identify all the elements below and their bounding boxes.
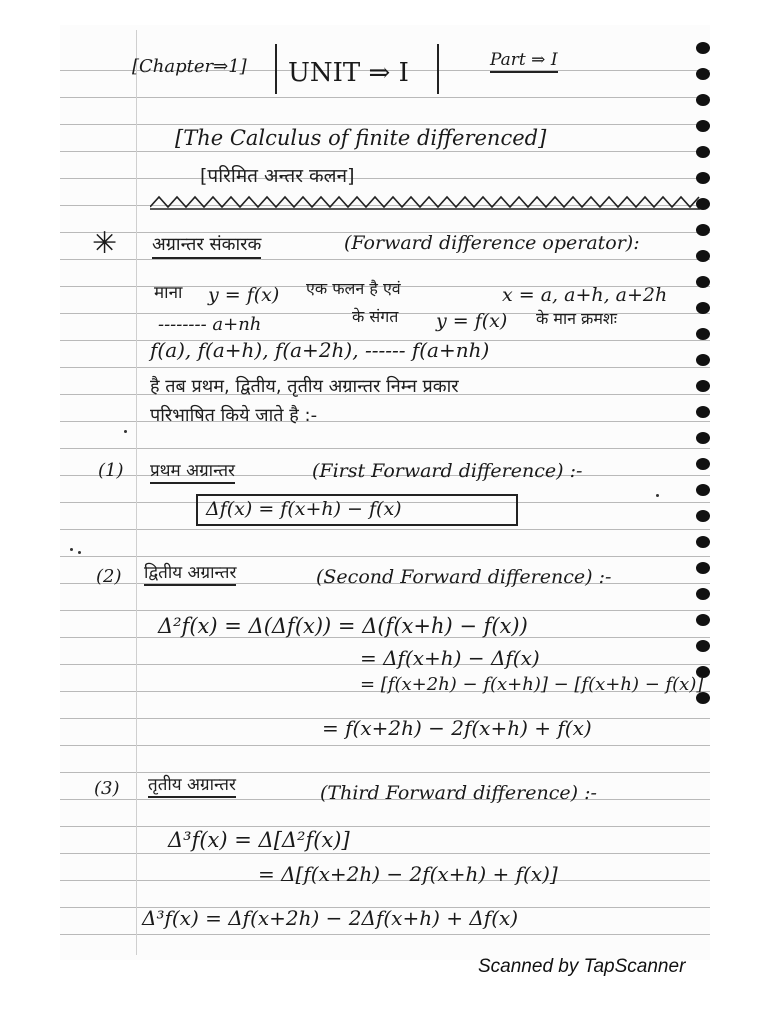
stray-mark [70,548,73,551]
ruled-line [60,610,710,611]
ruled-line [60,178,710,179]
intro-text-2: के संगत [352,307,399,326]
binder-hole [696,640,710,652]
title-english: [The Calculus of finite differenced] [175,126,547,150]
second-heading-english: (Second Forward difference) :- [316,566,612,588]
binder-hole [696,276,710,288]
third-eq-3: Δ³f(x) = Δf(x+2h) − 2Δf(x+h) + Δf(x) [142,906,519,930]
zigzag-divider [150,195,700,211]
binder-hole [696,68,710,80]
ruled-line [60,448,710,449]
intro-line-5: परिभाषित किये जाते है :- [150,405,318,426]
third-eq-1: Δ³f(x) = Δ[Δ²f(x)] [168,828,350,852]
stray-mark [78,551,81,554]
binder-hole [696,588,710,600]
intro-values-1: x = a, a+h, a+2h [502,284,668,306]
ruled-line [60,853,710,854]
first-number: (1) [98,460,124,481]
ruled-line [60,826,710,827]
intro-eq-1: y = f(x) [208,284,280,306]
second-number: (2) [96,566,122,587]
ruled-line [60,367,710,368]
stray-mark [124,430,127,433]
stray-mark [656,494,659,497]
notebook-paper [60,25,710,960]
first-heading-english: (First Forward difference) :- [312,460,583,482]
ruled-line [60,529,710,530]
second-eq-4: = f(x+2h) − 2f(x+h) + f(x) [322,716,592,740]
intro-word-mana: माना [154,283,183,303]
intro-values-2: -------- a+nh [158,314,262,335]
binder-hole [696,432,710,444]
third-eq-2: = Δ[f(x+2h) − 2f(x+h) + f(x)] [258,862,558,886]
ruled-line [60,556,710,557]
ruled-line [60,259,710,260]
intro-sequence: f(a), f(a+h), f(a+2h), ------ f(a+nh) [150,338,490,362]
binder-hole [696,94,710,106]
binder-hole [696,146,710,158]
binder-hole [696,120,710,132]
third-heading-hindi: तृतीय अग्रान्तर [148,772,236,798]
second-eq-1: Δ²f(x) = Δ(Δf(x)) = Δ(f(x+h) − f(x)) [158,614,528,638]
third-number: (3) [94,778,120,799]
scanner-watermark: Scanned by TapScanner [478,956,686,977]
ruled-line [60,745,710,746]
binder-hole [696,510,710,522]
asterisk-icon: ✳ [92,226,118,261]
title-hindi: [परिमित अन्तर कलन] [200,165,355,187]
binder-hole [696,536,710,548]
intro-text-3: के मान क्रमशः [536,309,618,328]
third-heading-english: (Third Forward difference) :- [320,782,597,804]
binder-hole [696,42,710,54]
binder-hole [696,458,710,470]
binder-hole [696,484,710,496]
margin-line [136,30,137,955]
binder-hole [696,380,710,392]
binder-hole [696,172,710,184]
first-heading-hindi: प्रथम अग्रान्तर [150,458,235,484]
forward-operator-english: (Forward difference operator): [344,232,640,254]
ruled-line [60,151,710,152]
part-label: Part ⇒ I [490,50,558,73]
first-formula: Δf(x) = f(x+h) − f(x) [206,498,402,520]
binder-hole [696,250,710,262]
ruled-line [60,97,710,98]
ruled-line [60,124,710,125]
intro-text-1: एक फलन है एवं [306,279,401,298]
binder-hole [696,328,710,340]
second-eq-2: = Δf(x+h) − Δf(x) [360,646,540,670]
intro-line-4: है तब प्रथम, द्वितीय, तृतीय अग्रान्तर निम्न प्रकार [150,376,459,397]
binder-hole [696,224,710,236]
forward-operator-hindi: अग्रान्तर संकारक [152,232,261,259]
binder-hole [696,302,710,314]
second-eq-3: = [f(x+2h) − f(x+h)] − [f(x+h) − f(x)] [360,674,704,695]
ruled-line [60,934,710,935]
chapter-label: [Chapter⇒1] [132,56,247,77]
binder-hole [696,354,710,366]
binder-hole [696,614,710,626]
unit-label: UNIT ⇒ I [288,58,409,88]
intro-eq-2: y = f(x) [436,310,508,332]
binder-hole [696,562,710,574]
second-heading-hindi: द्वितीय अग्रान्तर [144,560,236,586]
binder-hole [696,406,710,418]
